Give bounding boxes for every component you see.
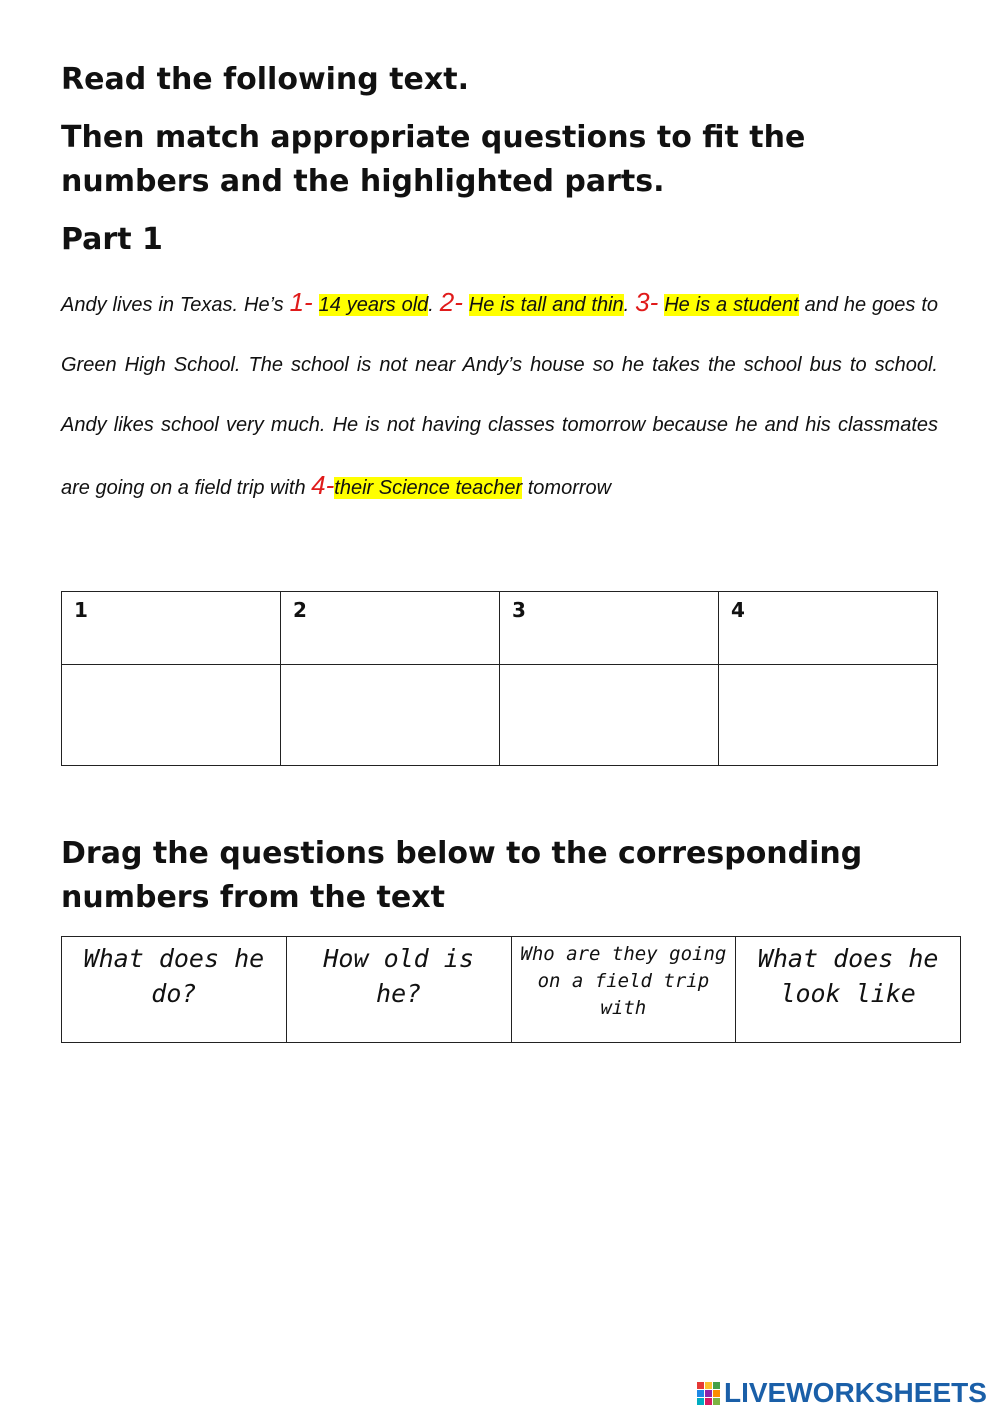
choice-field-trip[interactable]: Who are they going on a field trip with <box>511 937 736 1043</box>
choices-table <box>61 936 961 1043</box>
drag-instruction: Drag the questions below to the corresponding numbers from the text <box>61 836 863 915</box>
instruction-read: Read the following text. <box>61 62 469 97</box>
highlight-1: 14 years old <box>318 294 429 316</box>
marker-1: 1- <box>289 287 313 317</box>
answer-header-2: 2 <box>281 592 500 665</box>
logo-grid-icon <box>697 1382 720 1405</box>
marker-4: 4- <box>311 470 335 500</box>
story-text: Andy lives in Texas. He’s <box>61 294 290 316</box>
drop-zone-2[interactable] <box>281 665 500 766</box>
answer-header-1: 1 <box>62 592 281 665</box>
logo-square <box>713 1398 720 1405</box>
drop-zone-4[interactable] <box>719 665 938 766</box>
answer-table <box>61 591 938 766</box>
instruction-match: Then match appropriate questions to fit the numbers and the highlighted parts. <box>61 120 806 199</box>
answer-header-3: 3 <box>500 592 719 665</box>
story-text: tomorrow <box>522 477 612 499</box>
drop-zone-1[interactable] <box>62 665 281 766</box>
logo-square <box>697 1382 704 1389</box>
logo-square <box>705 1382 712 1389</box>
choice-what-does-he-do[interactable]: What does he do? <box>62 937 287 1043</box>
choice-look-like[interactable]: What does he look like <box>736 937 961 1043</box>
logo-text: LIVEWORKSHEETS <box>724 1377 987 1408</box>
liveworksheets-logo <box>697 1378 987 1408</box>
story-text: . <box>428 294 440 316</box>
marker-2: 2- <box>439 287 463 317</box>
logo-square <box>697 1398 704 1405</box>
choice-how-old[interactable]: How old is he? <box>286 937 511 1043</box>
logo-square <box>705 1398 712 1405</box>
answer-header-4: 4 <box>719 592 938 665</box>
story-paragraph <box>61 272 938 518</box>
highlight-3: He is a student <box>664 294 799 316</box>
story-text: and he goes to Green High School. The school is not near Andy’s house so he takes the school bus to school. Andy likes school very much. He is not having classes tomorrow because he and his classmates are going on a field trip with <box>61 294 939 499</box>
part-title: Part 1 <box>61 222 163 257</box>
highlight-4: their Science teacher <box>334 477 523 499</box>
drop-zone-3[interactable] <box>500 665 719 766</box>
story-text: . <box>623 294 636 316</box>
logo-square <box>697 1390 704 1397</box>
highlight-2: He is tall and thin <box>468 294 624 316</box>
logo-square <box>713 1390 720 1397</box>
logo-square <box>705 1390 712 1397</box>
marker-3: 3- <box>635 287 659 317</box>
logo-square <box>713 1382 720 1389</box>
